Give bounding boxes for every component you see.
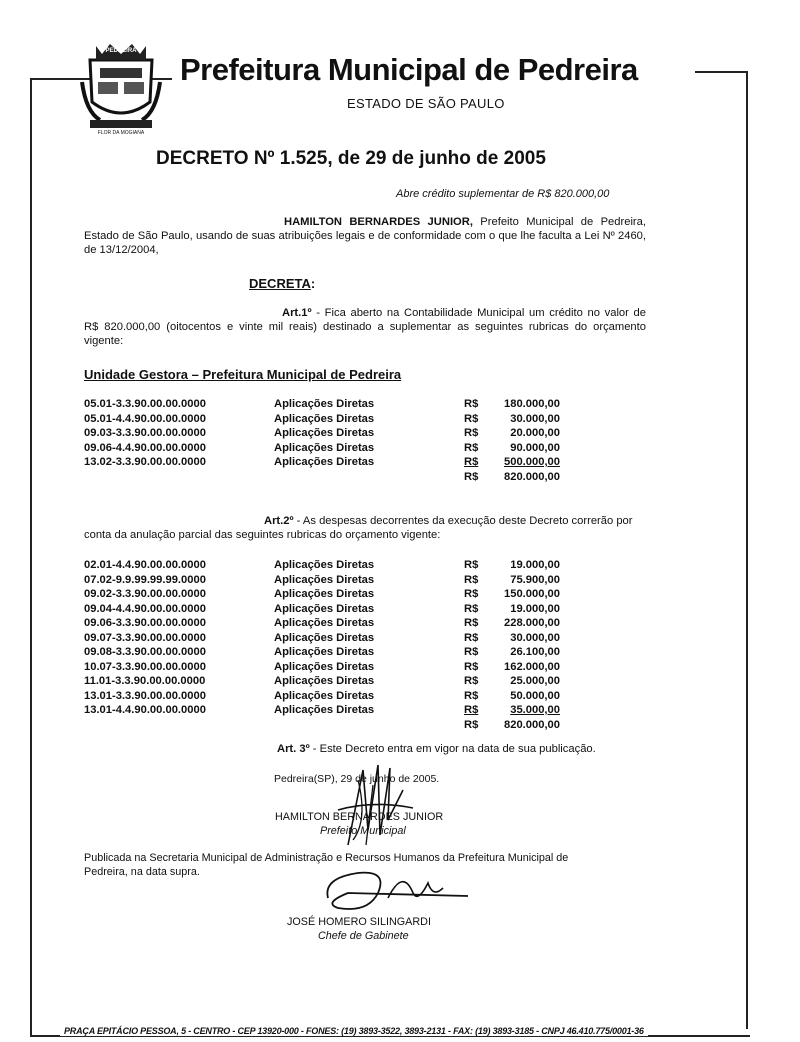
cell-desc: Aplicações Diretas (274, 559, 375, 571)
art3-text: - Este Decreto entra em vigor na data de sua publicação. (309, 743, 596, 755)
cell-desc: Aplicações Diretas (274, 398, 375, 410)
art2-text: - As despesas decorrentes da execução deste Decreto correrão por conta da anulação parcial das seguintes rubricas do orçamento vigente: (84, 515, 633, 541)
table-row (84, 616, 560, 631)
table-row (84, 558, 560, 573)
cell-cur: R$ (464, 704, 479, 716)
preamble-text: Prefeito Municipal de Pedreira, Estado de São Paulo, usando de suas atribuições legais e de conformidade com o que lhe faculta a Lei Nº 2460, de 13/12/2004, (84, 216, 646, 256)
cell-cur: R$ (464, 602, 479, 615)
cell-desc: Aplicações Diretas (274, 602, 375, 615)
cell-cur: R$ (464, 646, 479, 658)
frame-line-right (746, 71, 748, 1029)
frame-line-left (30, 78, 32, 1036)
cell-desc: Aplicações Diretas (274, 573, 375, 586)
total-row (84, 470, 560, 485)
cell-value: 162.000,00 (504, 660, 560, 673)
place-date: Pedreira(SP), 29 de junho de 2005. (274, 773, 440, 785)
table-row (84, 587, 560, 602)
cell-value: 35.000,00 (510, 704, 560, 716)
preamble-paragraph (84, 215, 646, 257)
cell-code: 10.07-3.3.90.00.00.0000 (84, 660, 206, 673)
preamble-name: HAMILTON BERNARDES JUNIOR, (284, 216, 473, 228)
signer-2-name: JOSÉ HOMERO SILINGARDI (287, 916, 431, 928)
cell-cur: R$ (464, 573, 479, 586)
cell-code: 09.06-4.4.90.00.00.0000 (84, 441, 206, 454)
cell-cur: R$ (464, 441, 479, 454)
table-row (84, 631, 560, 646)
signer-1-role: Prefeito Municipal (320, 825, 406, 837)
decreta-word: DECRETA (249, 276, 311, 291)
table-row (84, 660, 560, 675)
cell-value: 19.000,00 (510, 559, 560, 571)
cell-cur: R$ (464, 427, 479, 439)
crest-bottom-text: FLOR DA MOGIANA (97, 130, 145, 136)
cell-value: 180.000,00 (504, 398, 560, 410)
cell-code: 02.01-4.4.90.00.00.0000 (84, 559, 206, 571)
org-state: ESTADO DE SÃO PAULO (347, 96, 505, 111)
cell-desc: Aplicações Diretas (274, 456, 375, 468)
frame-line-top-right (695, 71, 747, 73)
org-name: Prefeitura Municipal de Pedreira (180, 52, 638, 87)
cell-value: 228.000,00 (504, 617, 560, 629)
cell-code: 09.07-3.3.90.00.00.0000 (84, 631, 206, 644)
cell-code: 05.01-3.3.90.00.00.0000 (84, 398, 206, 410)
empty-cell (274, 470, 464, 485)
table-row (84, 703, 560, 718)
empty-cell (84, 718, 274, 733)
cell-desc: Aplicações Diretas (274, 675, 375, 687)
cell-desc: Aplicações Diretas (274, 441, 375, 454)
publication-note: Publicada na Secretaria Municipal de Administração e Recursos Humanos da Prefeitura Municipal de Pedreira, na data supra. (84, 852, 569, 878)
decreta-colon: : (310, 276, 316, 291)
cell-desc: Aplicações Diretas (274, 631, 375, 644)
table-row (84, 397, 560, 412)
table-row (84, 602, 560, 617)
cell-cur: R$ (464, 689, 479, 702)
cell-desc: Aplicações Diretas (274, 689, 375, 702)
cell-code: 09.02-3.3.90.00.00.0000 (84, 588, 206, 600)
total-cur: R$ (464, 718, 479, 731)
art2-label: Art.2º (264, 515, 294, 527)
cell-value: 75.900,00 (510, 573, 560, 586)
cell-desc: Aplicações Diretas (274, 646, 375, 658)
cell-desc: Aplicações Diretas (274, 412, 375, 425)
table-row (84, 412, 560, 427)
cell-code: 11.01-3.3.90.00.00.0000 (84, 675, 206, 687)
art1-text: - Fica aberto na Contabilidade Municipal um crédito no valor de R$ 820.000,00 (oitocentos e vinte mil reais) destinado a suplementar as seguintes rubricas do orçamento vigente: (84, 307, 646, 347)
cell-desc: Aplicações Diretas (274, 704, 375, 716)
cell-cur: R$ (464, 559, 479, 571)
art1-label: Art.1º (282, 307, 312, 319)
signer-1-name: HAMILTON BERNARDES JUNIOR (275, 811, 444, 823)
empty-cell (84, 470, 274, 485)
article-3 (277, 743, 596, 755)
table-row (84, 455, 560, 470)
cell-code: 05.01-4.4.90.00.00.0000 (84, 412, 206, 425)
cell-code: 09.04-4.4.90.00.00.0000 (84, 602, 206, 615)
total-value: 820.000,00 (504, 718, 560, 731)
empty-cell (274, 718, 464, 733)
annulment-table (84, 558, 560, 732)
cell-value: 500.000,00 (504, 456, 560, 468)
cell-cur: R$ (464, 660, 479, 673)
art3-label: Art. 3º (277, 743, 310, 755)
cell-value: 90.000,00 (510, 441, 560, 454)
cell-cur: R$ (464, 398, 479, 410)
cell-desc: Aplicações Diretas (274, 660, 375, 673)
cell-cur: R$ (464, 631, 479, 644)
cell-value: 30.000,00 (510, 631, 560, 644)
cell-cur: R$ (464, 617, 479, 629)
cell-code: 09.08-3.3.90.00.00.0000 (84, 646, 206, 658)
cell-cur: R$ (464, 675, 479, 687)
cell-code: 09.06-3.3.90.00.00.0000 (84, 617, 206, 629)
table-row (84, 674, 560, 689)
supplement-table (84, 397, 560, 484)
table-row (84, 689, 560, 704)
table-row (84, 441, 560, 456)
cell-value: 20.000,00 (510, 427, 560, 439)
decreta-heading (249, 276, 315, 291)
municipal-crest-icon (80, 42, 162, 136)
cell-code: 13.02-3.3.90.00.00.0000 (84, 456, 206, 468)
cell-code: 13.01-3.3.90.00.00.0000 (84, 689, 206, 702)
signature-2-icon (318, 858, 478, 918)
cell-desc: Aplicações Diretas (274, 427, 375, 439)
decree-subtitle: Abre crédito suplementar de R$ 820.000,00 (396, 188, 610, 200)
unit-title: Unidade Gestora – Prefeitura Municipal de Pedreira (84, 367, 402, 382)
cell-desc: Aplicações Diretas (274, 617, 375, 629)
table-row (84, 573, 560, 588)
cell-value: 26.100,00 (510, 646, 560, 658)
total-value: 820.000,00 (504, 470, 560, 483)
cell-cur: R$ (464, 412, 479, 425)
decree-title: DECRETO Nº 1.525, de 29 de junho de 2005 (156, 148, 546, 169)
cell-code: 07.02-9.9.99.99.99.0000 (84, 573, 206, 586)
table-row (84, 426, 560, 441)
article-1 (84, 306, 646, 348)
total-cur: R$ (464, 470, 479, 483)
footer-address: PRAÇA EPITÁCIO PESSOA, 5 - CENTRO - CEP 13920-000 - FONES: (19) 3893-3522, 3893-2131 - FAX: (19) 3893-3185 - CNPJ 46.410.775/0001-36 (60, 1026, 648, 1036)
cell-code: 13.01-4.4.90.00.00.0000 (84, 704, 206, 716)
cell-value: 19.000,00 (510, 602, 560, 615)
cell-value: 150.000,00 (504, 588, 560, 600)
total-row (84, 718, 560, 733)
crest-top-text: PEDREIRA (105, 48, 137, 54)
cell-cur: R$ (464, 588, 479, 600)
signer-2-role: Chefe de Gabinete (318, 930, 409, 942)
cell-value: 50.000,00 (510, 689, 560, 702)
cell-desc: Aplicações Diretas (274, 588, 375, 600)
article-2 (84, 514, 646, 542)
cell-code: 09.03-3.3.90.00.00.0000 (84, 427, 206, 439)
cell-value: 30.000,00 (510, 412, 560, 425)
cell-value: 25.000,00 (510, 675, 560, 687)
cell-cur: R$ (464, 456, 479, 468)
table-row (84, 645, 560, 660)
